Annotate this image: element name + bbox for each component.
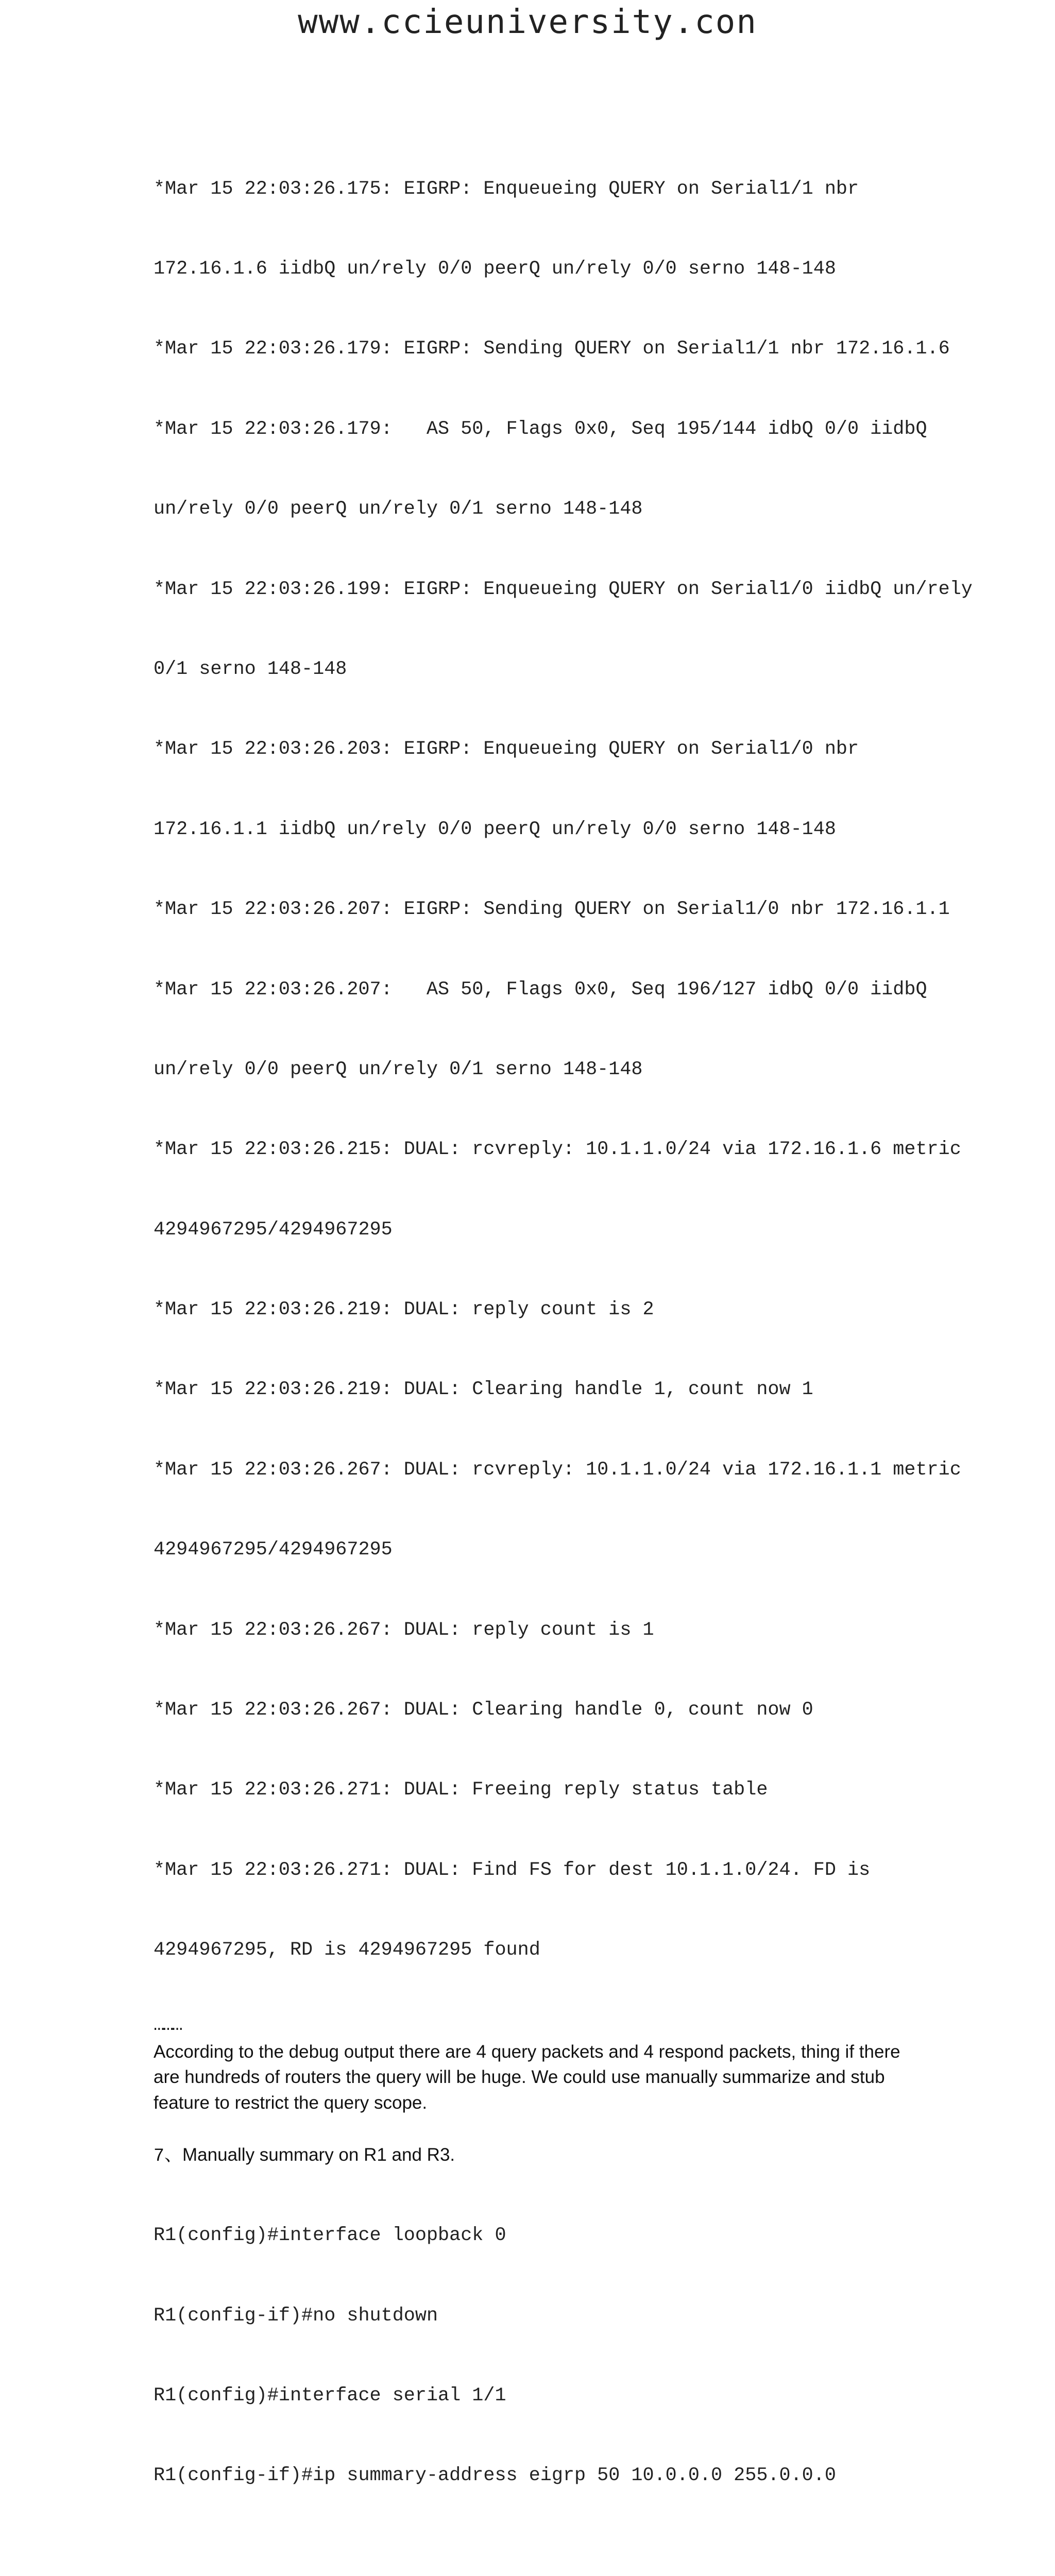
debug-line: 172.16.1.1 iidbQ un/rely 0/0 peerQ un/rely 0/0 serno 148-148: [154, 818, 836, 840]
debug-line: *Mar 15 22:03:26.207: AS 50, Flags 0x0, Seq 196/127 idbQ 0/0 iidbQ: [154, 978, 927, 1001]
debug-line: *Mar 15 22:03:26.199: EIGRP: Enqueueing QUERY on Serial1/0 iidbQ un/rely: [154, 578, 973, 600]
config-line: R1(config-if)#no shutdown: [154, 2304, 438, 2327]
step-7-number: 7、: [154, 2146, 183, 2167]
r1-config-block: [154, 2170, 916, 2576]
document-body: [154, 123, 973, 2576]
debug-line: *Mar 15 22:03:26.215: DUAL: rcvreply: 10.1.1.0/24 via 172.16.1.6 metric: [154, 1139, 961, 1161]
debug-line: *Mar 15 22:03:26.179: AS 50, Flags 0x0, Seq 195/144 idbQ 0/0 iidbQ: [154, 418, 927, 440]
debug-line: *Mar 15 22:03:26.267: DUAL: rcvreply: 10.1.1.0/24 via 172.16.1.1 metric: [154, 1459, 961, 1481]
site-header: www.ccieuniversity.con: [298, 3, 757, 41]
debug-line: *Mar 15 22:03:26.271: DUAL: Freeing reply status table: [154, 1779, 768, 1801]
step-7-title: Manually summary on R1 and R3.: [182, 2145, 455, 2165]
explanation-paragraph: According to the debug output there are 4 query packets and 4 respond packets, thing if there are hundreds of routers the query will be huge. We could use manually summarize and stub feature to restrict the query scope.: [154, 2041, 900, 2113]
debug-line: 0/1 serno 148-148: [154, 658, 347, 680]
debug-line: *Mar 15 22:03:26.175: EIGRP: Enqueueing QUERY on Serial1/1 nbr: [154, 178, 859, 200]
debug-line: *Mar 15 22:03:26.219: DUAL: Clearing handle 1, count now 1: [154, 1379, 813, 1401]
config-line: R1(config-if)#ip summary-address eigrp 50 10.0.0.0 255.0.0.0: [154, 2465, 836, 2487]
debug-line: *Mar 15 22:03:26.267: DUAL: Clearing handle 0, count now 0: [154, 1699, 813, 1721]
debug-line: 4294967295, RD is 4294967295 found: [154, 1939, 540, 1961]
debug-line: *Mar 15 22:03:26.271: DUAL: Find FS for dest 10.1.1.0/24. FD is: [154, 1859, 871, 1881]
config-line: R1(config)#interface loopback 0: [154, 2225, 506, 2247]
debug-line: un/rely 0/0 peerQ un/rely 0/1 serno 148-148: [154, 498, 643, 520]
config-line: R1(config)#interface serial 1/1: [154, 2384, 506, 2406]
debug-line: *Mar 15 22:03:26.267: DUAL: reply count is 1: [154, 1619, 654, 1641]
debug-line: 4294967295/4294967295: [154, 1539, 393, 1561]
ellipsis-marker: ………: [154, 2014, 181, 2036]
debug-line: *Mar 15 22:03:26.219: DUAL: reply count is 2: [154, 1299, 654, 1321]
debug-line: *Mar 15 22:03:26.207: EIGRP: Sending QUERY on Serial1/0 nbr 172.16.1.1: [154, 899, 950, 921]
step-7-heading: [154, 2142, 916, 2170]
debug-output: [154, 123, 973, 2018]
debug-line: 4294967295/4294967295: [154, 1218, 393, 1241]
debug-line: *Mar 15 22:03:26.179: EIGRP: Sending QUERY on Serial1/1 nbr 172.16.1.6: [154, 338, 950, 360]
debug-line: *Mar 15 22:03:26.203: EIGRP: Enqueueing QUERY on Serial1/0 nbr: [154, 738, 859, 760]
debug-line: un/rely 0/0 peerQ un/rely 0/1 serno 148-148: [154, 1058, 643, 1080]
debug-line: 172.16.1.6 iidbQ un/rely 0/0 peerQ un/rely 0/0 serno 148-148: [154, 258, 836, 280]
